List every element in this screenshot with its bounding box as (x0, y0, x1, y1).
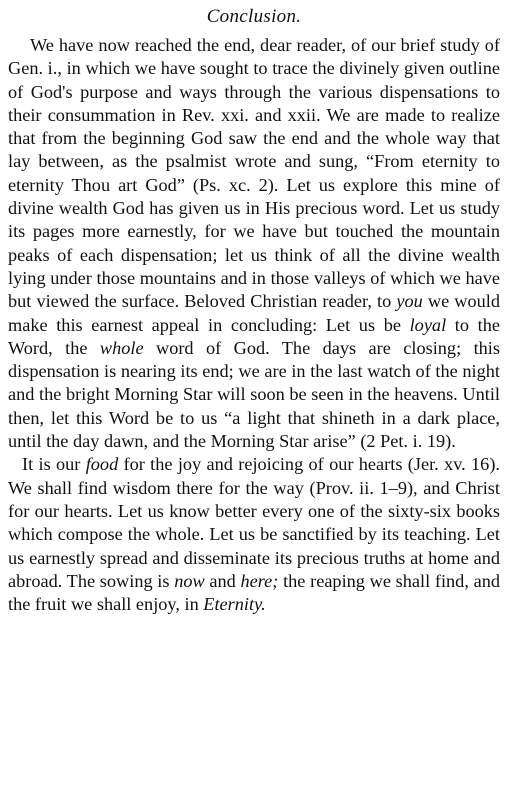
paragraph-2-emphasis-now: now (174, 570, 205, 591)
paragraph-1-emphasis-you: you (396, 291, 423, 312)
section-heading: Conclusion. (206, 6, 302, 27)
paragraph-1-text-1: We have now reached the end, dear reader, of our brief study of Gen. i., in which we have sought to trace the divinely given outline of God's purpose and ways through the various dispensations to their consummation in Rev. xxi. and xxii. We are made to realize that from the beginning God saw the end and the whole way that lay between, as the psalmist wrote and sung, “From eternity to eternity Thou art God” (Ps. xc. 2). Let us explore this mine of divine wealth God has given us in His precious word. Let us study its pages more earnestly, for we have but touched the mountain peaks of each dispensation; let us think of all the divine wealth lying under those mountains and in those valleys of which we have but viewed the surface. Beloved Christian reader, to (8, 35, 500, 312)
paragraph-2 (8, 453, 500, 616)
paragraph-1-text-4: word of God. The days are closing; this dispensation is nearing its end; we are in the last watch of the night and the bright Morning Star will soon be seen in the heavens. Until then, let this Word be to us “a light that shineth in a dark place, until the day dawn, and the Morning Star arise” (2 Pet. i. 19). (8, 337, 500, 452)
paragraph-1 (8, 34, 500, 453)
paragraph-2-emphasis-here: here; (240, 570, 279, 591)
paragraph-2-text-3: and (204, 570, 241, 591)
paragraph-1-text-2: we would make this earnest appeal in concluding: Let us be (8, 291, 500, 335)
paragraph-2-text-4: the reaping we shall find, and the fruit we shall enjoy, in (8, 570, 500, 615)
paragraph-1-emphasis-loyal: loyal (409, 314, 447, 335)
paragraph-2-text-1: It is our (22, 454, 86, 475)
paragraph-2-text-2: for the joy and rejoicing of our hearts (Jer. xv. 16). We shall find wisdom there for the way (Prov. ii. 1–9), and Christ for our hearts. Let us know better every one of the sixty-six books which compose the whole. Let us be sanctified by its teaching. Let us earnestly spread and disseminate its precious truths at home and abroad. The sowing is (8, 454, 500, 591)
paragraph-1-text-3: to the Word, the (8, 314, 500, 358)
paragraph-2-emphasis-food: food (85, 454, 119, 475)
paragraph-2-emphasis-eternity: Eternity. (203, 594, 266, 615)
paragraph-1-emphasis-whole: whole (99, 337, 144, 358)
